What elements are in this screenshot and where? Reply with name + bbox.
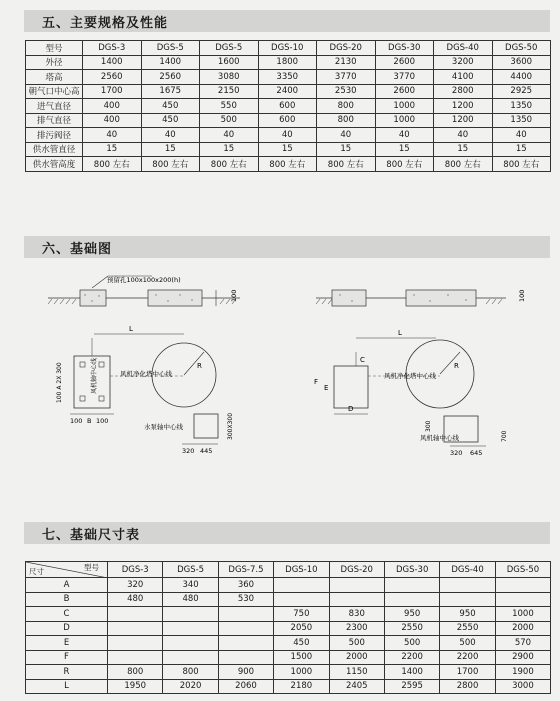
table-cell: 2060 <box>218 679 273 694</box>
row-label: D <box>26 621 108 636</box>
table-cell: 3770 <box>375 70 434 85</box>
table-cell: 800 左右 <box>492 157 551 172</box>
model-header: DGS-30 <box>375 41 434 56</box>
section5-title: 五、主要规格及性能 <box>42 15 169 31</box>
table-cell: 3000 <box>495 679 550 694</box>
model-header: DGS-30 <box>384 562 439 578</box>
table-cell: 1400 <box>83 55 142 70</box>
section6-title: 六、基础图 <box>42 241 113 257</box>
table-cell: 3200 <box>434 55 493 70</box>
model-header: DGS-50 <box>492 41 551 56</box>
table-cell: 2020 <box>163 679 218 694</box>
right-dim-700: 700 <box>501 430 508 442</box>
table-cell: 2150 <box>200 84 259 99</box>
table-row <box>26 679 551 694</box>
table-cell <box>218 621 273 636</box>
table-row <box>26 621 551 636</box>
table-cell: 570 <box>495 636 550 651</box>
row-label: B <box>26 592 108 607</box>
table-row <box>26 650 551 665</box>
table-cell: 15 <box>492 142 551 157</box>
table-cell: 1000 <box>495 607 550 622</box>
table-cell: 1350 <box>492 113 551 128</box>
table-cell: 800 左右 <box>83 157 142 172</box>
model-header: DGS-3 <box>83 41 142 56</box>
table-cell: 800 左右 <box>317 157 376 172</box>
right-dim-D: D <box>348 405 354 413</box>
table-cell <box>495 592 550 607</box>
table-cell: 2550 <box>440 621 495 636</box>
table-cell: 2405 <box>329 679 384 694</box>
model-header: DGS-5 <box>141 41 200 56</box>
right-tower-center-line: 风机净化塔中心线 <box>384 372 436 380</box>
model-header: DGS-40 <box>440 562 495 578</box>
model-header: DGS-40 <box>434 41 493 56</box>
table-cell: 500 <box>329 636 384 651</box>
dim-300x300: 300X300 <box>227 412 234 440</box>
table-row <box>26 128 551 143</box>
row-label: 排污阀径 <box>26 128 83 143</box>
table-cell: 750 <box>274 607 329 622</box>
table-cell: 360 <box>218 578 273 593</box>
table-cell: 2600 <box>375 84 434 99</box>
table-cell: 600 <box>258 113 317 128</box>
table-cell <box>329 578 384 593</box>
table-cell: 2050 <box>274 621 329 636</box>
table-cell: 2595 <box>384 679 439 694</box>
table-cell: 450 <box>274 636 329 651</box>
table-cell: 40 <box>434 128 493 143</box>
table-cell: 15 <box>141 142 200 157</box>
table-cell: 1675 <box>141 84 200 99</box>
table-cell: 40 <box>200 128 259 143</box>
table-cell: 800 <box>317 113 376 128</box>
dim-B: B <box>87 417 92 425</box>
corner-bottom-label: 尺寸 <box>29 567 44 576</box>
table-cell: 480 <box>108 592 163 607</box>
table-cell: 530 <box>218 592 273 607</box>
table-cell: 1400 <box>384 665 439 680</box>
foundation-dimension-table <box>25 561 551 694</box>
model-header: DGS-20 <box>329 562 384 578</box>
table-cell: 2900 <box>495 650 550 665</box>
table-cell: 2800 <box>434 84 493 99</box>
table-cell <box>163 607 218 622</box>
model-header: DGS-20 <box>317 41 376 56</box>
table-row <box>26 665 551 680</box>
table-cell: 1400 <box>141 55 200 70</box>
table-cell: 800 左右 <box>141 157 200 172</box>
table-cell <box>218 607 273 622</box>
table-cell <box>274 578 329 593</box>
table-cell: 2200 <box>440 650 495 665</box>
table-cell: 3770 <box>317 70 376 85</box>
section6-header <box>24 236 550 258</box>
dim-L: L <box>129 325 133 333</box>
table-cell: 1350 <box>492 99 551 114</box>
table-cell: 1500 <box>274 650 329 665</box>
table-cell <box>218 650 273 665</box>
right-dim-645: 645 <box>470 449 483 457</box>
table-cell: 1800 <box>258 55 317 70</box>
table-cell: 1600 <box>200 55 259 70</box>
dim-445: 445 <box>200 447 213 455</box>
model-header: DGS-50 <box>495 562 550 578</box>
table-cell <box>329 592 384 607</box>
row-label: 排气直径 <box>26 113 83 128</box>
table-row <box>26 70 551 85</box>
table-cell: 950 <box>384 607 439 622</box>
table-cell: 15 <box>434 142 493 157</box>
section5-header <box>24 10 550 32</box>
left-foundation-drawing <box>44 268 274 468</box>
table-cell: 800 左右 <box>375 157 434 172</box>
depth-label: 100 <box>230 289 238 302</box>
table-cell: 15 <box>83 142 142 157</box>
table-row <box>26 99 551 114</box>
row-label: E <box>26 636 108 651</box>
table-cell <box>440 578 495 593</box>
table-cell: 800 左右 <box>258 157 317 172</box>
table-cell: 500 <box>384 636 439 651</box>
table-cell: 400 <box>83 113 142 128</box>
right-depth-label: 100 <box>518 289 526 302</box>
table-cell: 950 <box>440 607 495 622</box>
right-fan-center-line: 风机轴中心线 <box>420 434 459 442</box>
row-label: 供水管直径 <box>26 142 83 157</box>
table-cell: 800 左右 <box>200 157 259 172</box>
table-cell: 4400 <box>492 70 551 85</box>
table-cell: 2560 <box>83 70 142 85</box>
right-dim-300: 300 <box>425 420 432 432</box>
table-cell: 2130 <box>317 55 376 70</box>
model-header: DGS-5 <box>200 41 259 56</box>
table-cell: 480 <box>163 592 218 607</box>
table-row <box>26 142 551 157</box>
table-cell: 1200 <box>434 113 493 128</box>
row-label: A <box>26 578 108 593</box>
table-row <box>26 607 551 622</box>
table-cell: 15 <box>200 142 259 157</box>
row-label: L <box>26 679 108 694</box>
table-cell: 2800 <box>440 679 495 694</box>
table-cell: 40 <box>141 128 200 143</box>
table-cell: 1000 <box>375 113 434 128</box>
table-cell <box>218 636 273 651</box>
vertical-dims: 100 A 2X 300 <box>56 362 63 403</box>
model-header: DGS-7.5 <box>218 562 273 578</box>
table-cell: 1900 <box>495 665 550 680</box>
table-cell: 2550 <box>384 621 439 636</box>
table-cell <box>384 592 439 607</box>
table-cell: 450 <box>141 113 200 128</box>
table-cell: 450 <box>141 99 200 114</box>
spec-table <box>25 40 551 172</box>
table-cell: 2200 <box>384 650 439 665</box>
row-label: F <box>26 650 108 665</box>
table-cell: 3600 <box>492 55 551 70</box>
row-label: 外径 <box>26 55 83 70</box>
model-header: DGS-10 <box>258 41 317 56</box>
table-cell <box>163 621 218 636</box>
row-label: 供水管高度 <box>26 157 83 172</box>
corner-top-label: 型号 <box>84 563 99 572</box>
right-foundation-drawing <box>310 268 545 468</box>
corner-cell <box>26 562 108 578</box>
right-dim-E: E <box>324 384 329 392</box>
table-cell: 800 <box>317 99 376 114</box>
table-cell: 40 <box>258 128 317 143</box>
table-cell: 3350 <box>258 70 317 85</box>
model-header: DGS-10 <box>274 562 329 578</box>
table-cell: 2300 <box>329 621 384 636</box>
table-row <box>26 55 551 70</box>
table-cell: 40 <box>317 128 376 143</box>
table-cell <box>384 578 439 593</box>
row-label: C <box>26 607 108 622</box>
table-cell: 2000 <box>329 650 384 665</box>
table-cell: 2925 <box>492 84 551 99</box>
section7-title: 七、基础尺寸表 <box>42 527 141 543</box>
right-dim-C: C <box>360 356 365 364</box>
table-cell: 2000 <box>495 621 550 636</box>
radius-R: R <box>197 362 202 370</box>
table-cell: 15 <box>375 142 434 157</box>
table-row <box>26 578 551 593</box>
table-cell: 1150 <box>329 665 384 680</box>
right-dim-320: 320 <box>450 449 463 457</box>
tower-center-line: 风机净化塔中心线 <box>120 370 172 378</box>
table-cell: 1700 <box>83 84 142 99</box>
table-cell: 2180 <box>274 679 329 694</box>
right-dim-F: F <box>314 378 319 386</box>
table-header-row <box>26 562 551 578</box>
table-header-row <box>26 41 551 56</box>
table-row <box>26 84 551 99</box>
table-cell: 2530 <box>317 84 376 99</box>
table-cell: 1700 <box>440 665 495 680</box>
table-cell: 500 <box>440 636 495 651</box>
table-cell: 800 <box>108 665 163 680</box>
model-header: DGS-5 <box>163 562 218 578</box>
table-row <box>26 113 551 128</box>
table-cell: 340 <box>163 578 218 593</box>
table-cell <box>163 650 218 665</box>
table-row <box>26 157 551 172</box>
row-label: 进气直径 <box>26 99 83 114</box>
table-cell <box>440 592 495 607</box>
table-cell: 1200 <box>434 99 493 114</box>
table-cell: 600 <box>258 99 317 114</box>
dim-100-b: 100 <box>96 417 109 425</box>
row-label: 朝气口中心高 <box>26 84 83 99</box>
table-cell: 400 <box>83 99 142 114</box>
table-cell: 2560 <box>141 70 200 85</box>
table-cell: 40 <box>83 128 142 143</box>
table-row <box>26 592 551 607</box>
row-label: 塔高 <box>26 70 83 85</box>
table-cell: 4100 <box>434 70 493 85</box>
table-cell <box>108 650 163 665</box>
table-cell: 15 <box>317 142 376 157</box>
table-cell <box>108 607 163 622</box>
table-cell: 2400 <box>258 84 317 99</box>
table-cell <box>108 621 163 636</box>
table-cell: 550 <box>200 99 259 114</box>
dim-320: 320 <box>182 447 195 455</box>
table-cell: 3080 <box>200 70 259 85</box>
table-cell <box>495 578 550 593</box>
right-dim-L: L <box>398 329 402 337</box>
table-cell: 320 <box>108 578 163 593</box>
row-label: R <box>26 665 108 680</box>
table-cell: 800 左右 <box>434 157 493 172</box>
table-cell: 800 <box>163 665 218 680</box>
table-cell <box>163 636 218 651</box>
right-radius-R: R <box>454 362 459 370</box>
reserved-hole-label: 预留孔100x100x200(h) <box>107 276 181 284</box>
table-cell <box>108 636 163 651</box>
header-label: 型号 <box>26 41 83 56</box>
table-cell: 15 <box>258 142 317 157</box>
table-cell: 1000 <box>375 99 434 114</box>
pump-center-line: 水泵轴中心线 <box>144 423 183 431</box>
table-cell: 1950 <box>108 679 163 694</box>
table-cell: 40 <box>375 128 434 143</box>
dim-100-a: 100 <box>70 417 83 425</box>
table-cell: 2600 <box>375 55 434 70</box>
table-row <box>26 636 551 651</box>
model-header: DGS-3 <box>108 562 163 578</box>
table-cell: 500 <box>200 113 259 128</box>
fan-center-vertical: 风机轴中心线 <box>91 357 98 394</box>
section7-header <box>24 522 550 544</box>
table-cell: 40 <box>492 128 551 143</box>
table-cell: 1000 <box>274 665 329 680</box>
table-cell <box>274 592 329 607</box>
table-cell: 830 <box>329 607 384 622</box>
table-cell: 900 <box>218 665 273 680</box>
